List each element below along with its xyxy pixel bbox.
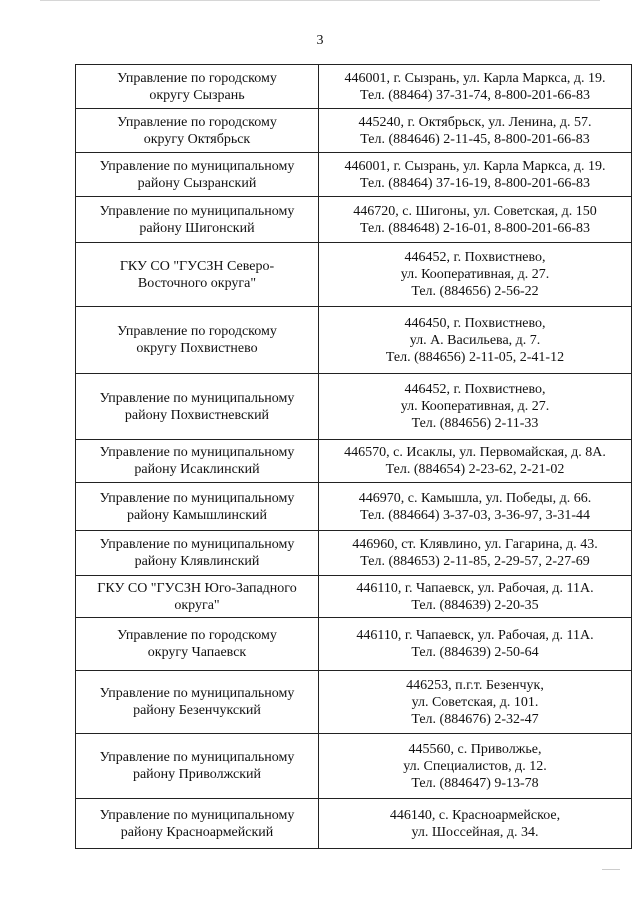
office-name-cell	[76, 576, 319, 618]
office-address-line: ул. Специалистов, д. 12.	[403, 758, 547, 774]
office-address-cell	[319, 440, 632, 483]
office-name-line: округу Похвистнево	[136, 341, 258, 356]
office-address-line: Тел. (884647) 9-13-78	[411, 775, 539, 791]
office-address-line: Тел. (884648) 2-16-01, 8-800-201-66-83	[359, 220, 590, 236]
scan-mark	[602, 869, 620, 870]
office-address-line: 445560, с. Приволжье,	[408, 741, 542, 757]
office-address-line: 446253, п.г.т. Безенчук,	[406, 677, 544, 693]
scan-edge-line	[40, 0, 600, 1]
office-address-cell	[319, 153, 632, 197]
table-row	[76, 440, 632, 483]
office-address-line: 446452, г. Похвистнево,	[404, 382, 546, 397]
office-address-cell	[319, 483, 632, 531]
office-address-line: Тел. (884656) 2-56-22	[411, 284, 539, 299]
office-name-line: Управление по муниципальному	[99, 807, 295, 823]
office-name-line: району Красноармейский	[120, 824, 274, 840]
office-name-cell	[76, 440, 319, 483]
office-address-line: ул. Кооперативная, д. 27.	[400, 399, 550, 414]
office-address-cell	[319, 671, 632, 734]
office-address-line: Тел. (884654) 2-23-62, 2-21-02	[385, 462, 565, 477]
office-address-line: 446110, г. Чапаевск, ул. Рабочая, д. 11А.	[356, 580, 594, 596]
office-address-line: ул. Кооперативная, д. 27.	[400, 267, 550, 282]
office-name-cell	[76, 799, 319, 849]
office-address-cell	[319, 618, 632, 671]
office-name-cell	[76, 374, 319, 440]
office-name-line: Управление по городскому	[117, 114, 277, 130]
office-name-cell	[76, 109, 319, 153]
office-name-line: округу Чапаевск	[147, 645, 247, 660]
office-name-line: Управление по муниципальному	[99, 750, 295, 765]
office-name-line: району Исаклинский	[134, 462, 260, 477]
office-name-cell	[76, 618, 319, 671]
office-name-line: Управление по муниципальному	[99, 445, 295, 460]
office-address-line: Тел. (884676) 2-32-47	[411, 711, 539, 727]
office-name-cell	[76, 197, 319, 243]
office-address-cell	[319, 576, 632, 618]
office-name-line: округу Сызрань	[149, 87, 245, 103]
office-address-line: ул. Шоссейная, д. 34.	[411, 824, 539, 840]
office-address-line: Тел. (884656) 2-11-05, 2-41-12	[385, 349, 565, 365]
office-address-line: 446001, г. Сызрань, ул. Карла Маркса, д. 19.	[344, 70, 606, 86]
office-name-line: району Приволжский	[132, 767, 262, 782]
office-name-line: району Камышлинский	[126, 507, 268, 523]
office-address-line: 446970, с. Камышла, ул. Победы, д. 66.	[358, 490, 592, 506]
table-row	[76, 531, 632, 576]
table-row	[76, 243, 632, 307]
office-address-line: Тел. (884639) 2-20-35	[411, 597, 539, 613]
offices-table-body	[76, 65, 632, 849]
office-name-line: Управление по городскому	[117, 628, 277, 643]
table-row	[76, 374, 632, 440]
office-name-line: Восточного округа"	[137, 275, 257, 291]
table-row	[76, 671, 632, 734]
office-name-line: району Сызранский	[137, 175, 257, 191]
table-row	[76, 197, 632, 243]
office-name-line: Управление по муниципальному	[99, 390, 295, 406]
office-name-cell	[76, 243, 319, 307]
office-name-line: ГКУ СО "ГУСЗН Юго-Западного	[97, 580, 297, 596]
office-name-cell	[76, 531, 319, 576]
office-address-line: Тел. (884646) 2-11-45, 8-800-201-66-83	[360, 131, 590, 147]
office-address-cell	[319, 307, 632, 374]
table-row	[76, 65, 632, 109]
office-address-line: 446110, г. Чапаевск, ул. Рабочая, д. 11А.	[356, 628, 594, 643]
office-name-line: Управление по муниципальному	[99, 158, 295, 174]
office-name-line: Управление по муниципальному	[99, 537, 295, 552]
office-name-line: округа"	[174, 597, 220, 613]
page-number: 3	[316, 33, 324, 48]
office-address-cell	[319, 734, 632, 799]
office-name-line: району Шигонский	[139, 220, 255, 236]
office-address-line: 446140, с. Красноармейское,	[389, 807, 561, 823]
office-address-cell	[319, 109, 632, 153]
office-address-line: ул. Советская, д. 101.	[411, 694, 539, 710]
office-name-cell	[76, 153, 319, 197]
table-row	[76, 618, 632, 671]
office-address-cell	[319, 531, 632, 576]
office-name-line: Управление по муниципальному	[99, 203, 295, 219]
office-address-cell	[319, 65, 632, 109]
office-name-line: Управление по муниципальному	[99, 686, 295, 701]
office-name-cell	[76, 671, 319, 734]
office-address-line: Тел. (884653) 2-11-85, 2-29-57, 2-27-69	[360, 554, 590, 569]
table-row	[76, 109, 632, 153]
table-row	[76, 734, 632, 799]
office-address-line: Тел. (88464) 37-16-19, 8-800-201-66-83	[359, 175, 590, 191]
table-row	[76, 799, 632, 849]
office-address-line: 445240, г. Октябрьск, ул. Ленина, д. 57.	[358, 114, 592, 130]
office-address-line: Тел. (88464) 37-31-74, 8-800-201-66-83	[359, 87, 590, 103]
office-name-cell	[76, 483, 319, 531]
office-address-cell	[319, 799, 632, 849]
office-name-line: Управление по городскому	[117, 324, 277, 339]
office-address-line: Тел. (884664) 3-37-03, 3-36-97, 3-31-44	[359, 507, 590, 523]
office-address-line: 446450, г. Похвистнево,	[404, 315, 546, 331]
office-name-line: Управление по городскому	[117, 70, 277, 86]
office-address-cell	[319, 243, 632, 307]
office-address-line: 446001, г. Сызрань, ул. Карла Маркса, д. 19.	[344, 158, 606, 174]
table-row	[76, 576, 632, 618]
office-name-line: Управление по муниципальному	[99, 490, 295, 506]
office-address-line: 446570, с. Исаклы, ул. Первомайская, д. 8А.	[344, 445, 606, 460]
office-address-cell	[319, 197, 632, 243]
table-row	[76, 483, 632, 531]
office-name-line: району Похвистневский	[124, 407, 270, 423]
office-address-line: Тел. (884656) 2-11-33	[411, 416, 539, 431]
office-address-line: Тел. (884639) 2-50-64	[411, 645, 539, 660]
office-address-line: 446452, г. Похвистнево,	[404, 250, 546, 265]
office-name-line: району Безенчукский	[133, 703, 261, 718]
office-name-cell	[76, 734, 319, 799]
office-name-cell	[76, 65, 319, 109]
office-name-line: району Клявлинский	[134, 554, 260, 569]
office-address-cell	[319, 374, 632, 440]
table-row	[76, 307, 632, 374]
table-row	[76, 153, 632, 197]
office-address-line: 446720, с. Шигоны, ул. Советская, д. 150	[353, 203, 597, 219]
offices-table	[75, 64, 632, 849]
office-address-line: ул. А. Васильева, д. 7.	[409, 332, 541, 348]
office-name-cell	[76, 307, 319, 374]
office-name-line: ГКУ СО "ГУСЗН Северо-	[119, 258, 275, 274]
office-address-line: 446960, ст. Клявлино, ул. Гагарина, д. 43.	[352, 537, 598, 552]
office-name-line: округу Октябрьск	[143, 131, 251, 147]
